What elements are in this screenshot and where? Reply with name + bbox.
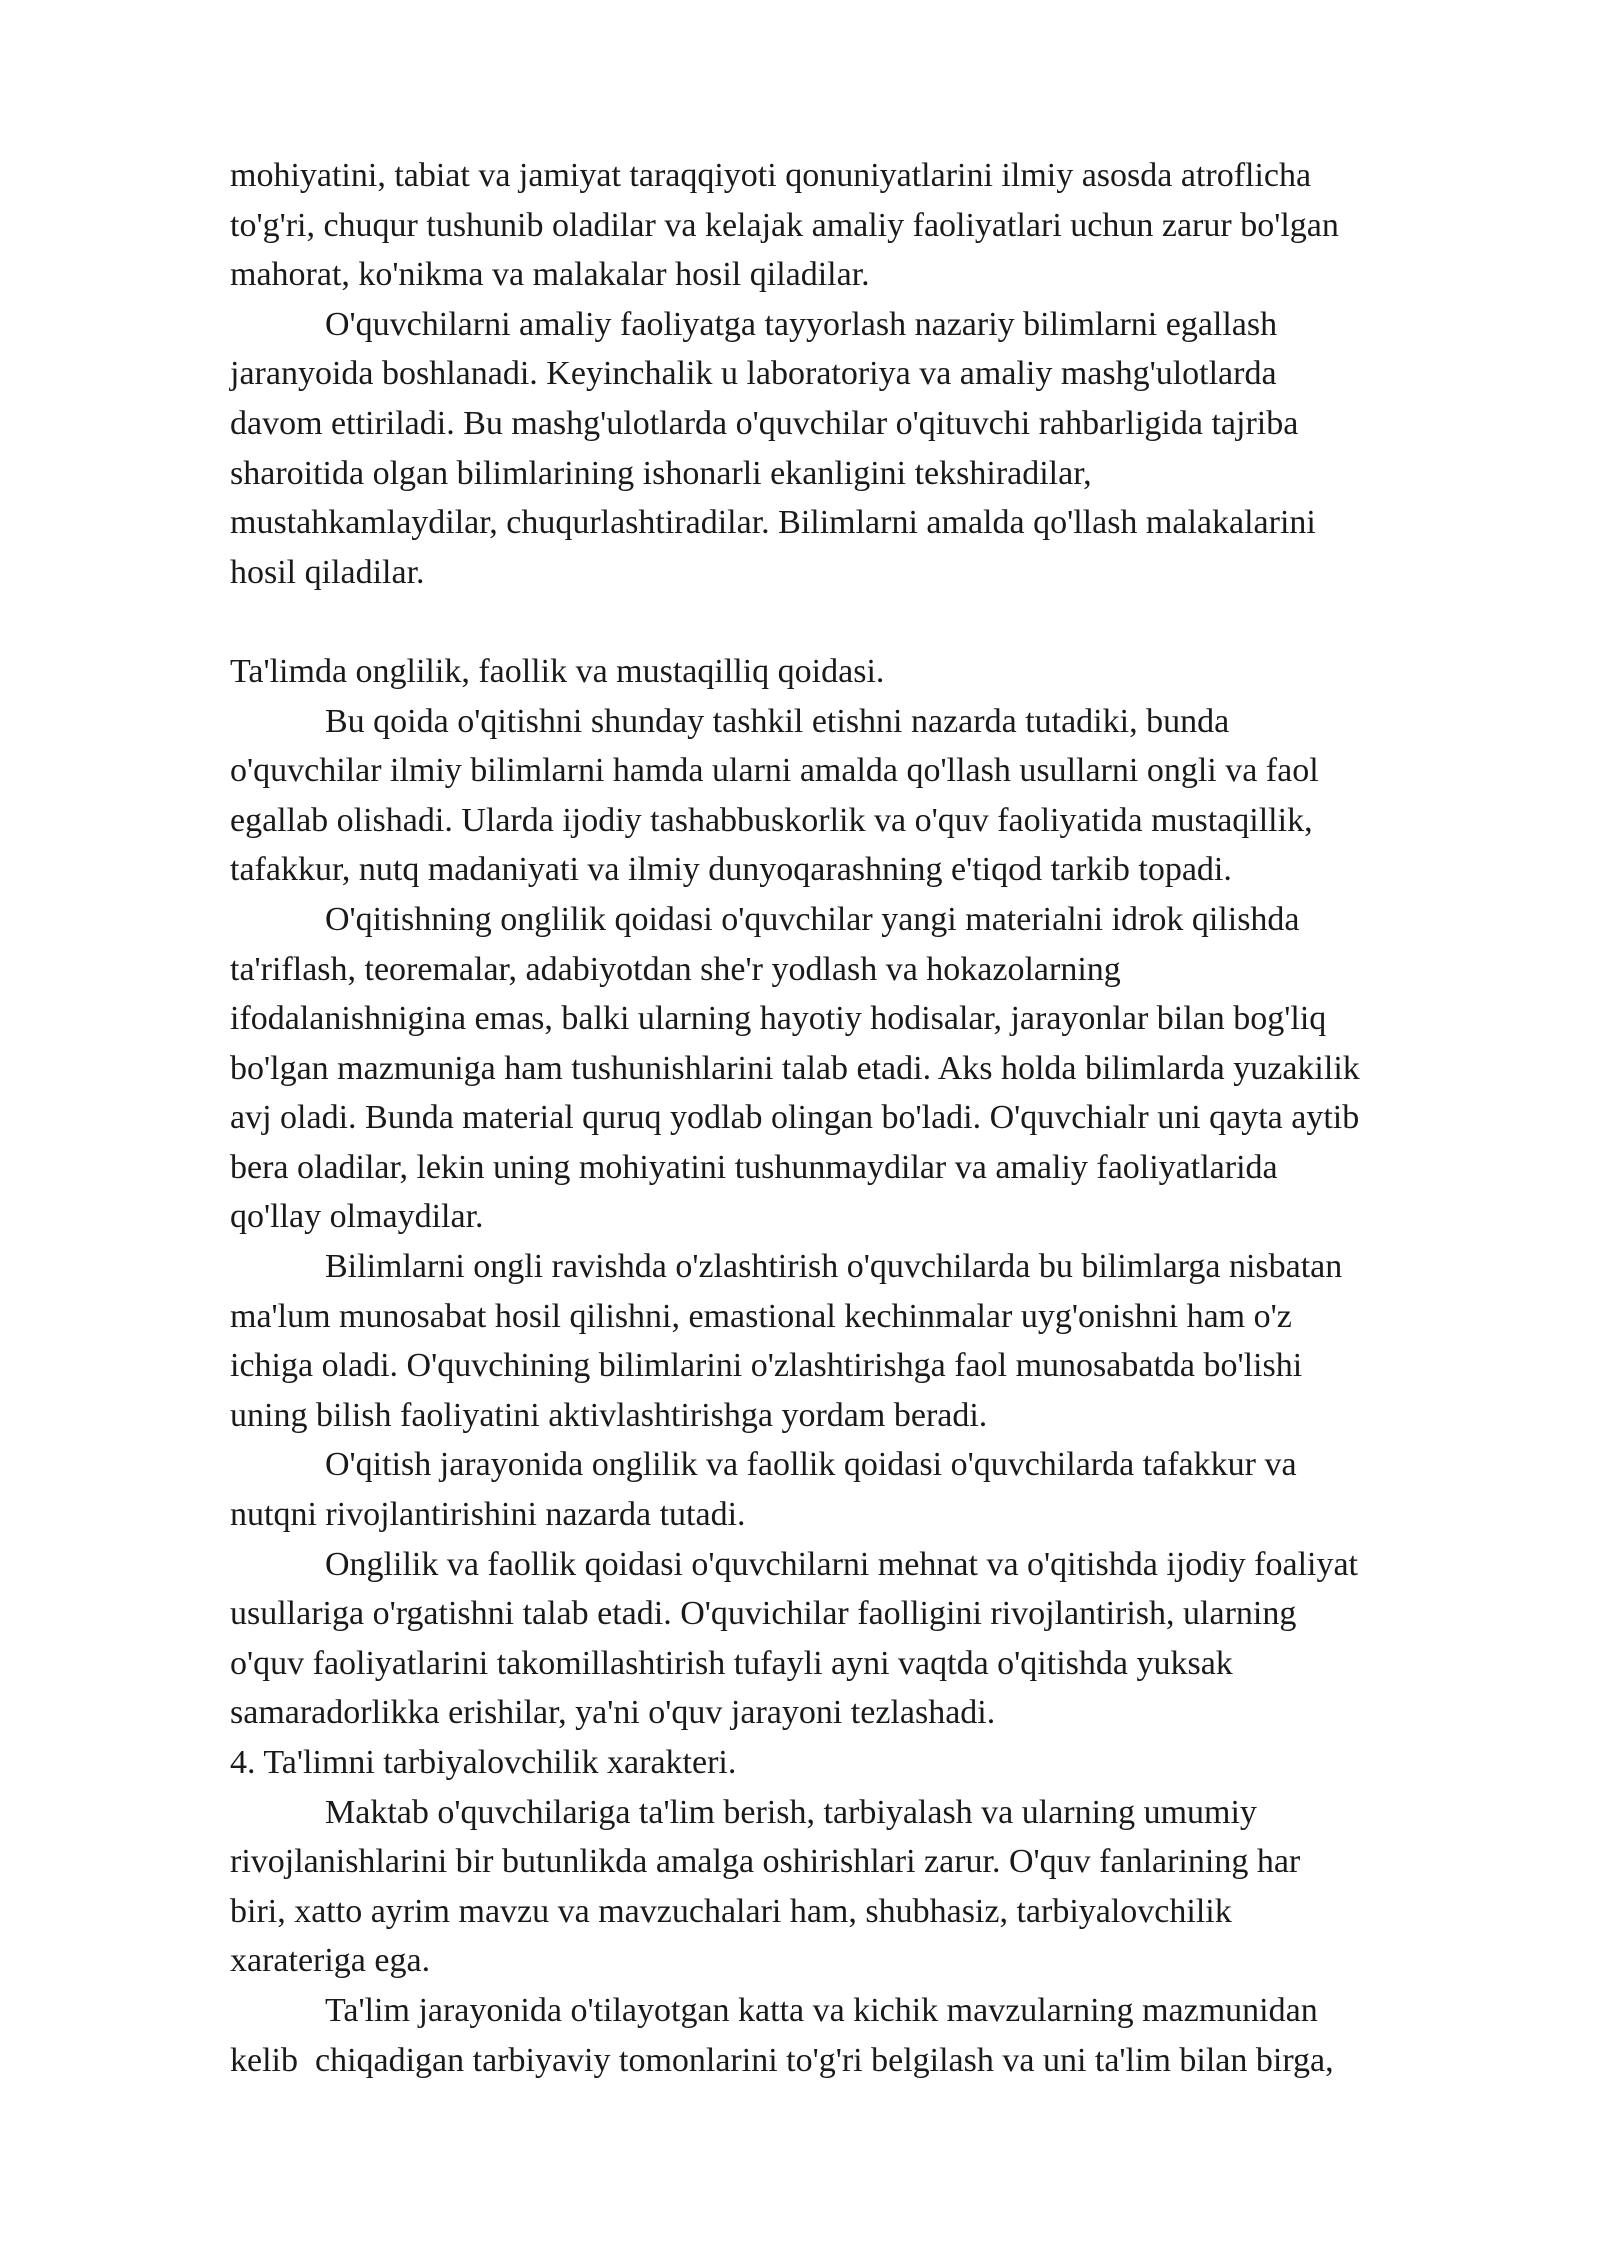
text-line: Ta'lim jarayonida o'tilayotgan katta va kichik mavzularning mazmunidan	[325, 1991, 1318, 2029]
text-line: egallab olishadi. Ularda ijodiy tashabbuskorlik va o'quv faoliyatida mustaqillik,	[230, 801, 1313, 839]
text-line: 4. Ta'limni tarbiyalovchilik xarakteri.	[230, 1744, 737, 1781]
paragraph	[230, 1738, 1500, 1788]
text-line: bera oladilar, lekin uning mohiyatini tushunmaydilar va amaliy faoliyatlarida	[230, 1148, 1278, 1186]
text-line: o'quv faoliyatlarini takomillashtirish tufayli ayni vaqtda o'qitishda yuksak	[230, 1644, 1233, 1682]
text-line: ta'riflash, teoremalar, adabiyotdan she'r yodlash va hokazolarning	[230, 950, 1121, 988]
text-line: O'qitishning onglilik qoidasi o'quvchilar yangi materialni idrok qilishda	[325, 900, 1300, 938]
paragraph	[230, 1242, 1500, 1440]
text-line: Bu qoida o'qitishni shunday tashkil etishni nazarda tutadiki, bunda	[325, 702, 1230, 740]
paragraph	[230, 1440, 1500, 1539]
paragraph	[230, 1788, 1500, 1986]
text-line: Ta'limda onglilik, faollik va mustaqilliq qoidasi.	[230, 652, 885, 690]
text-line: ifodalanishnigina emas, balki ularning hayotiy hodisalar, jarayonlar bilan bog'liq	[230, 1000, 1327, 1038]
text-line: kelib chiqadigan tarbiyaviy tomonlarini to'g'ri belgilash va uni ta'lim bilan birga,	[230, 2041, 1334, 2079]
text-line: o'quvchilar ilmiy bilimlarni hamda ularni amalda qo'llash usullarni ongli va faol	[230, 752, 1319, 790]
text-line: tafakkur, nutq madaniyati va ilmiy dunyoqarashning e'tiqod tarkib topadi.	[230, 851, 1232, 889]
paragraph	[230, 151, 1500, 300]
text-line: nutqni rivojlantirishini nazarda tutadi.	[230, 1496, 746, 1534]
paragraph	[230, 1540, 1500, 1738]
text-line: qo'llay olmaydilar.	[230, 1198, 484, 1236]
text-line: sharoitida olgan bilimlarining ishonarli ekanligini tekshiradilar,	[230, 454, 1092, 492]
text-line: davom ettiriladi. Bu mashg'ulotlarda o'quvchilar o'qituvchi rahbarligida tajriba	[230, 404, 1299, 442]
text-line: rivojlanishlarini bir butunlikda amalga oshirishlari zarur. O'quv fanlarining har	[230, 1843, 1301, 1881]
paragraph	[230, 300, 1500, 598]
paragraph	[230, 697, 1500, 895]
text-line: ichiga oladi. O'quvchining bilimlarini o'zlashtirishga faol munosabatda bo'lishi	[230, 1347, 1303, 1385]
text-line: mohiyatini, tabiat va jamiyat taraqqiyoti qonuniyatlarini ilmiy asosda atroflicha	[230, 157, 1312, 194]
text-line: jaranyoida boshlanadi. Keyinchalik u laboratoriya va amaliy mashg'ulotlarda	[230, 355, 1277, 393]
blank-line	[230, 597, 1500, 647]
text-line: O'qitish jarayonida onglilik va faollik qoidasi o'quvchilarda tafakkur va	[325, 1446, 1297, 1484]
text-line: biri, xatto ayrim mavzu va mavzuchalari ham, shubhasiz, tarbiyalovchilik	[230, 1892, 1232, 1930]
text-line: Maktab o'quvchilariga ta'lim berish, tarbiyalash va ularning umumiy	[325, 1793, 1257, 1831]
text-line: Bilimlarni ongli ravishda o'zlashtirish o'quvchilarda bu bilimlarga nisbatan	[325, 1248, 1343, 1286]
text-line: uning bilish faoliyatini aktivlashtirishga yordam beradi.	[230, 1396, 988, 1434]
text-line: usullariga o'rgatishni talab etadi. O'quvichilar faolligini rivojlantirish, ularning	[230, 1595, 1297, 1633]
document-page	[230, 151, 1500, 2085]
document-body	[230, 151, 1500, 2085]
text-line: hosil qiladilar.	[230, 553, 425, 591]
text-line: mustahkamlaydilar, chuqurlashtiradilar. Bilimlarni amalda qo'llash malakalarini	[230, 504, 1316, 542]
text-line: samaradorlikka erishilar, ya'ni o'quv jarayoni tezlashadi.	[230, 1694, 996, 1732]
paragraph	[230, 647, 1500, 697]
text-line: ma'lum munosabat hosil qilishni, emastional kechinmalar uyg'onishni ham o'z	[230, 1297, 1292, 1335]
text-line: xarateriga ega.	[230, 1942, 431, 1980]
paragraph	[230, 1986, 1500, 2085]
text-line: mahorat, ko'nikma va malakalar hosil qiladilar.	[230, 256, 870, 294]
text-line: O'quvchilarni amaliy faoliyatga tayyorlash nazariy bilimlarni egallash	[325, 305, 1278, 343]
text-line: avj oladi. Bunda material quruq yodlab olingan bo'ladi. O'quvchialr uni qayta aytib	[230, 1099, 1360, 1137]
paragraph	[230, 895, 1500, 1242]
text-line: bo'lgan mazmuniga ham tushunishlarini talab etadi. Aks holda bilimlarda yuzakilik	[230, 1049, 1360, 1087]
text-line: to'g'ri, chuqur tushunib oladilar va kelajak amaliy faoliyatlari uchun zarur bo'lgan	[230, 206, 1339, 244]
text-line: Onglilik va faollik qoidasi o'quvchilarni mehnat va o'qitishda ijodiy foaliyat	[325, 1545, 1358, 1583]
